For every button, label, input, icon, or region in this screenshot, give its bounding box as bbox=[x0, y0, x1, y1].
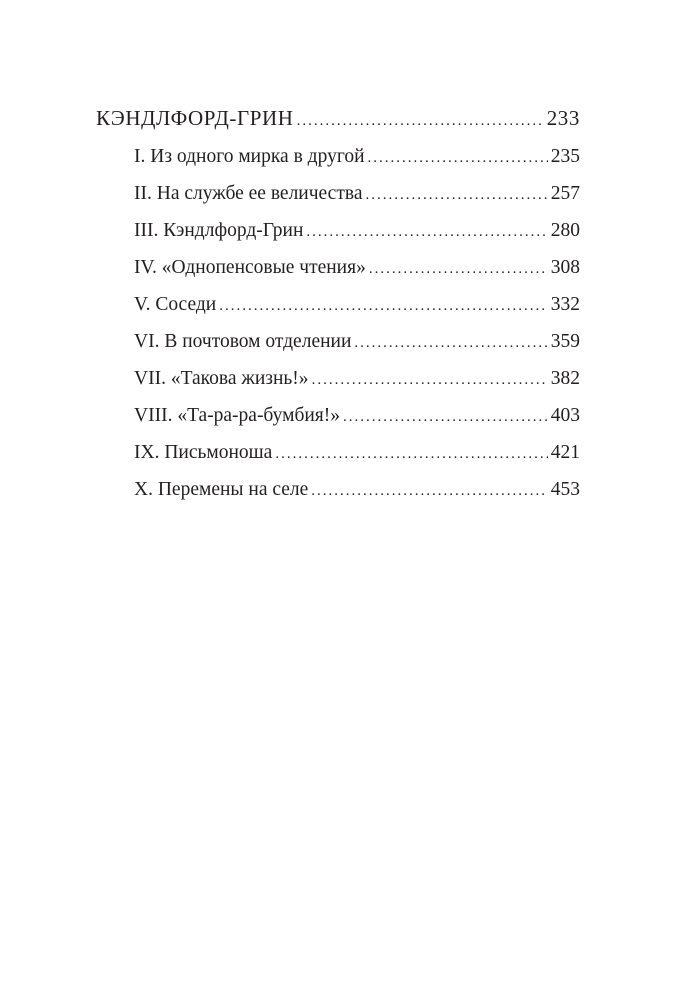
toc-chapter-entry bbox=[96, 397, 580, 434]
toc-page-number: 257 bbox=[550, 183, 580, 204]
toc-chapter-title: VII. «Такова жизнь!» bbox=[134, 368, 309, 389]
toc-chapter-entry bbox=[96, 323, 580, 360]
toc-chapter-title: X. Перемены на селе bbox=[134, 479, 309, 500]
toc-page-number: 359 bbox=[550, 331, 580, 352]
toc-page-number: 308 bbox=[550, 257, 580, 278]
toc-chapter-entry bbox=[96, 286, 580, 323]
toc-dot-leader bbox=[312, 362, 548, 399]
toc-chapter-title: I. Из одного мирка в другой bbox=[134, 146, 365, 167]
toc-dot-leader bbox=[219, 288, 548, 325]
toc-dot-leader bbox=[354, 325, 547, 362]
toc-dot-leader bbox=[306, 214, 547, 251]
toc-chapter-entry bbox=[96, 138, 580, 175]
toc-chapter-title: IV. «Однопенсовые чтения» bbox=[134, 257, 366, 278]
toc-chapter-entry bbox=[96, 212, 580, 249]
toc-chapter-title: VI. В почтовом отделении bbox=[134, 331, 352, 352]
toc-page-number: 421 bbox=[550, 442, 580, 463]
toc-dot-leader bbox=[343, 399, 548, 436]
toc-page-number: 382 bbox=[550, 368, 580, 389]
toc-chapter-entry bbox=[96, 434, 580, 471]
toc-page-number: 453 bbox=[550, 479, 580, 500]
toc-part-entry bbox=[96, 100, 580, 138]
toc-chapter-title: VIII. «Та-ра-ра-бумбия!» bbox=[134, 405, 341, 426]
toc-page-number: 280 bbox=[550, 220, 580, 241]
toc-chapter-entry bbox=[96, 175, 580, 212]
toc-part-title: КЭНДЛФОРД-ГРИН bbox=[96, 106, 294, 130]
toc-chapter-title: IX. Письмоноша bbox=[134, 442, 273, 463]
toc-dot-leader bbox=[365, 177, 547, 214]
toc-dot-leader bbox=[275, 436, 547, 473]
toc-page-number: 332 bbox=[550, 294, 580, 315]
table-of-contents bbox=[96, 100, 580, 508]
toc-chapter-title: V. Соседи bbox=[134, 294, 217, 315]
toc-dot-leader bbox=[297, 103, 544, 140]
toc-page-number: 403 bbox=[550, 405, 580, 426]
toc-dot-leader bbox=[369, 251, 548, 288]
toc-chapter-title: III. Кэндлфорд-Грин bbox=[134, 220, 304, 241]
toc-page-number: 235 bbox=[550, 146, 580, 167]
toc-chapter-entry bbox=[96, 249, 580, 286]
toc-dot-leader bbox=[311, 473, 547, 510]
toc-chapter-entry bbox=[96, 360, 580, 397]
toc-chapter-entry bbox=[96, 471, 580, 508]
toc-dot-leader bbox=[368, 140, 548, 177]
toc-chapter-title: II. На службе ее величества bbox=[134, 183, 363, 204]
toc-page-number: 233 bbox=[546, 106, 580, 130]
